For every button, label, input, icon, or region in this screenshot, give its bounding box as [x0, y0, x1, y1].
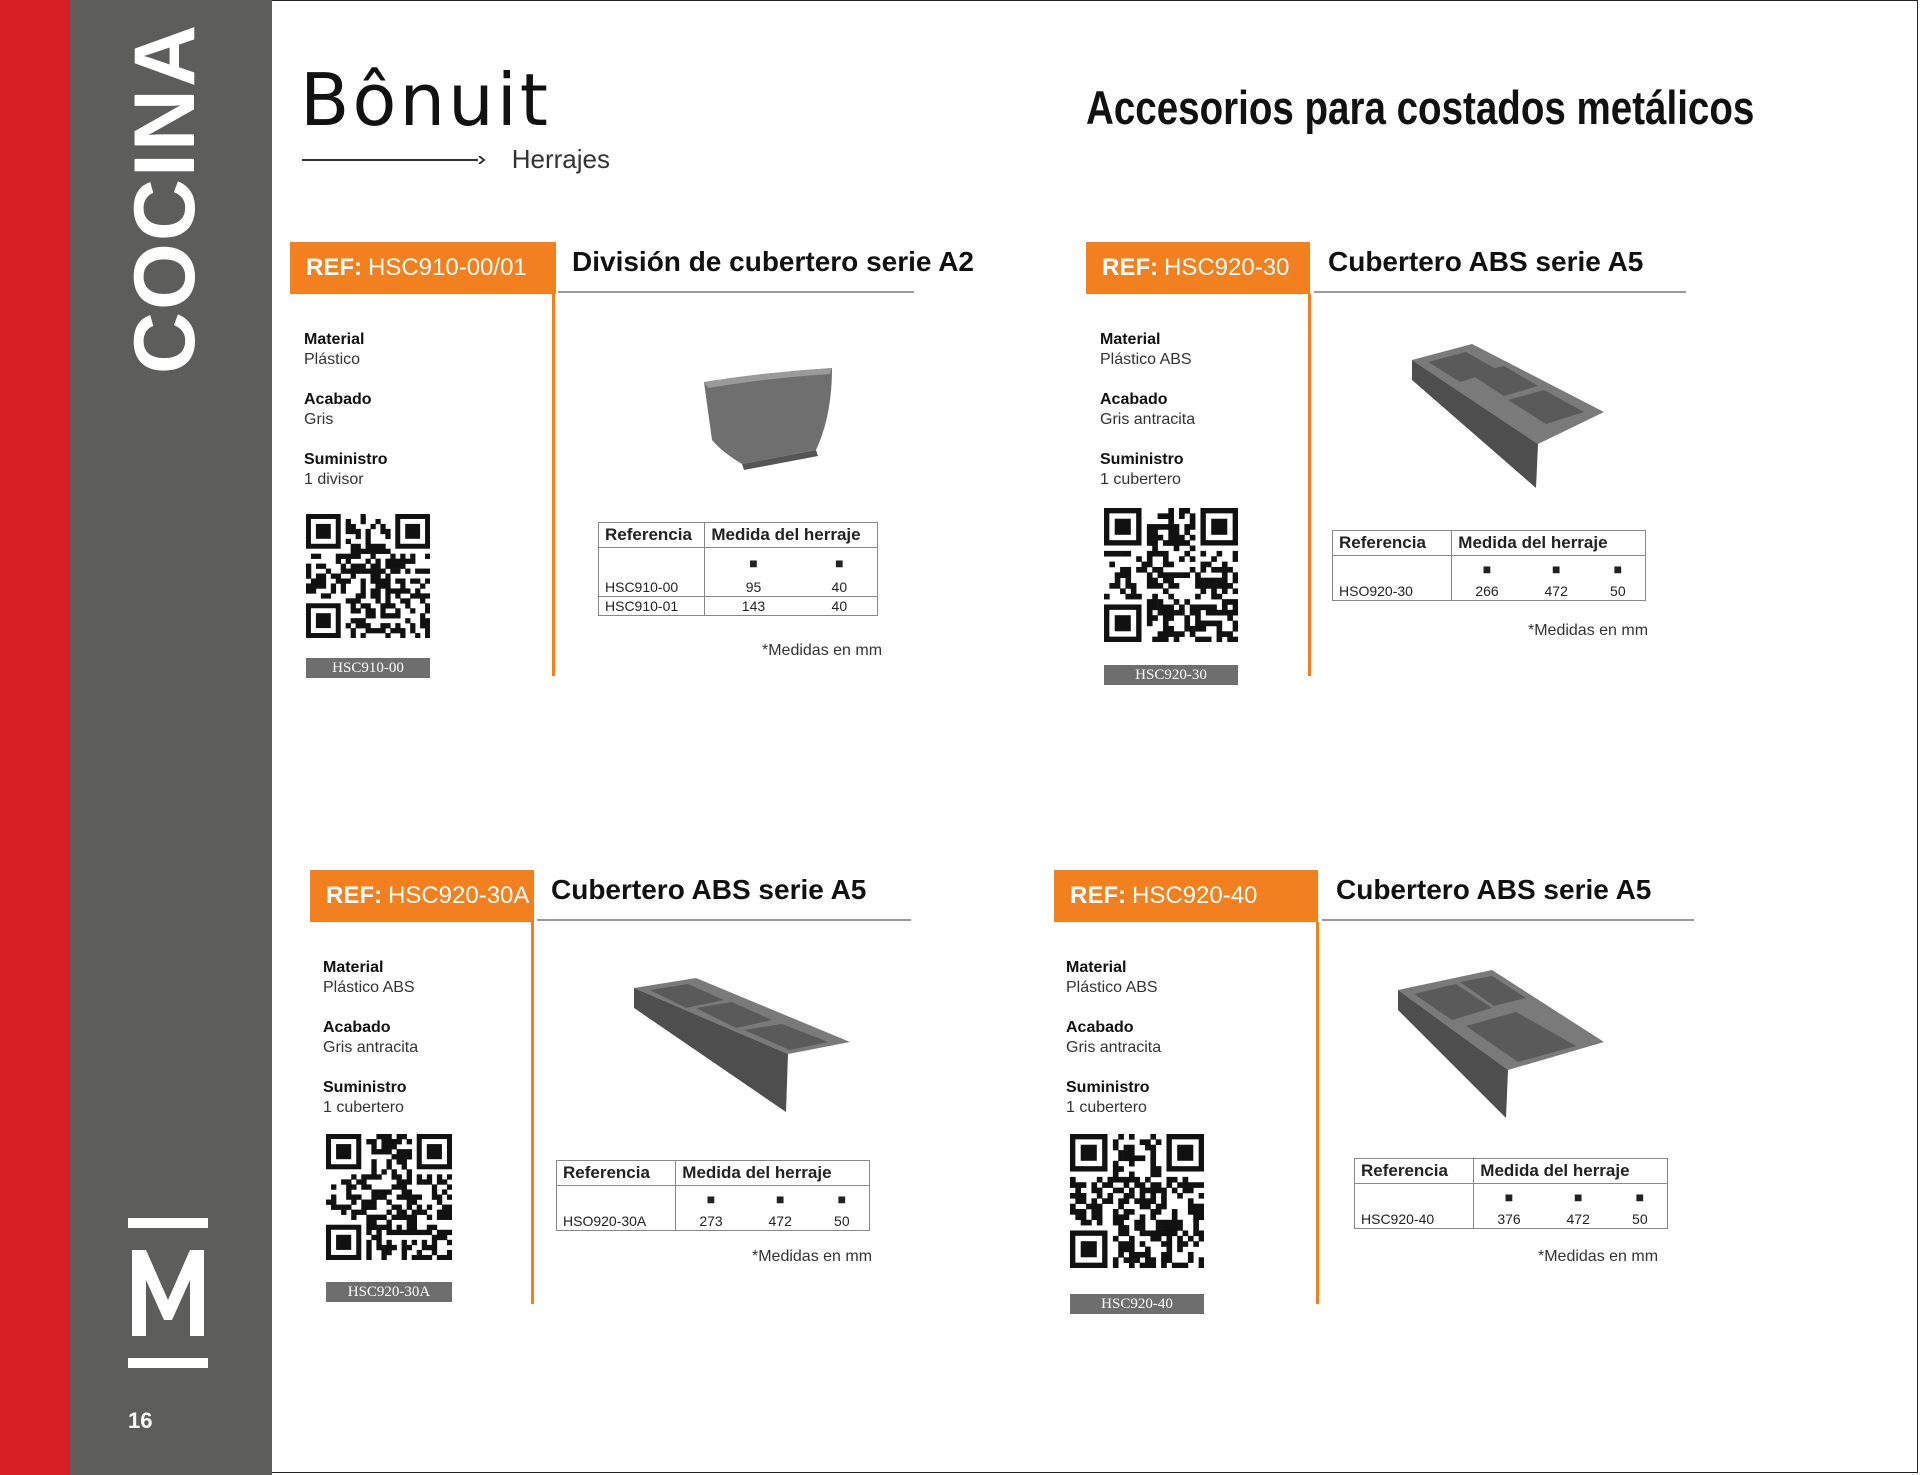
spec-label: Suministro [1100, 451, 1184, 468]
spec-label: Acabado [1066, 1019, 1134, 1036]
ref-value: HSC920-30 [1164, 254, 1290, 281]
table-cell: 95 [745, 578, 762, 595]
spec-label: Material [1066, 959, 1127, 976]
qr-code[interactable] [1104, 508, 1238, 642]
page-number: 16 [128, 1408, 153, 1433]
ref-badge [310, 870, 534, 922]
table-cell: HSO920-30 [1333, 582, 1452, 601]
m-logo-icon [128, 1218, 208, 1368]
product-title: División de cubertero serie A2 [572, 246, 974, 277]
cube-icon: ■ [1573, 1188, 1583, 1205]
ref-badge [1086, 242, 1310, 294]
spec-list [304, 330, 388, 510]
table-cell: 50 [834, 1212, 850, 1229]
qr-code[interactable] [1070, 1134, 1204, 1268]
table-header: Referencia [1333, 531, 1452, 556]
qr-caption: HSC920-30 [1104, 665, 1238, 685]
ref-value: HSC920-30A [388, 882, 530, 909]
spec-value: Gris antracita [1066, 1039, 1162, 1056]
spec-label: Acabado [323, 1019, 391, 1036]
spec-list [323, 958, 418, 1138]
spec-value: Plástico ABS [1100, 351, 1192, 368]
spec-value: 1 cubertero [323, 1099, 404, 1116]
spec-value: Plástico [304, 351, 361, 368]
title-rule [558, 291, 914, 293]
spec-label: Suministro [1066, 1079, 1150, 1096]
cube-icon: ■ [1635, 1188, 1645, 1205]
brand-name: Bônuit [300, 58, 551, 142]
qr-code[interactable] [306, 514, 430, 638]
spec-value: Plástico ABS [323, 979, 415, 996]
measure-note: *Medidas en mm [1538, 1248, 1659, 1265]
ref-label: REF: [1070, 882, 1126, 909]
orange-divider [552, 294, 555, 676]
cube-icon: ■ [749, 554, 758, 571]
table-cell: HSC910-00 [599, 578, 705, 597]
qr-code[interactable] [326, 1134, 452, 1260]
table-cell: HSC920-40 [1355, 1210, 1474, 1229]
cube-icon: ■ [837, 1190, 847, 1207]
page-title: Accesorios para costados metálicos [1086, 81, 1755, 134]
qr-caption: HSC910-00 [306, 658, 430, 678]
spec-value: 1 divisor [304, 471, 364, 488]
title-rule [1322, 919, 1694, 921]
spec-label: Material [323, 959, 384, 976]
cube-icon: ■ [1504, 1188, 1514, 1205]
table-header: Referencia [557, 1161, 676, 1186]
red-side-strip [0, 0, 70, 1475]
ref-label: REF: [1102, 254, 1158, 281]
measure-note: *Medidas en mm [752, 1248, 873, 1265]
cube-icon: ■ [775, 1190, 785, 1207]
measure-note: *Medidas en mm [1528, 622, 1649, 639]
title-rule [1314, 291, 1686, 293]
measure-note: *Medidas en mm [762, 642, 883, 659]
table-header: Referencia [1355, 1159, 1474, 1184]
spec-value: Gris antracita [1100, 411, 1196, 428]
dimension-table [598, 522, 878, 616]
ref-label: REF: [326, 882, 382, 909]
table-cell: 40 [831, 578, 848, 595]
product-title: Cubertero ABS serie A5 [551, 874, 867, 905]
ref-badge [1054, 870, 1318, 922]
product-title: Cubertero ABS serie A5 [1328, 246, 1644, 277]
spec-label: Material [304, 331, 365, 348]
table-cell: 472 [1566, 1210, 1590, 1227]
brand-arrow-icon [302, 156, 487, 164]
cube-icon: ■ [1613, 560, 1623, 577]
table-header: Medida del herraje [1452, 531, 1646, 556]
spec-value: Plástico ABS [1066, 979, 1158, 996]
cutlery-tray-icon [1396, 970, 1606, 1120]
cutlery-tray-icon [1408, 340, 1608, 490]
ref-value: HSC920-40 [1132, 882, 1258, 909]
qr-caption: HSC920-40 [1070, 1294, 1204, 1314]
table-cell: 472 [1544, 582, 1568, 599]
qr-caption: HSC920-30A [326, 1282, 452, 1302]
dimension-table [1332, 530, 1646, 601]
table-header: Medida del herraje [1474, 1159, 1668, 1184]
cube-icon: ■ [835, 554, 844, 571]
spec-value: Gris [304, 411, 334, 428]
table-cell: 472 [768, 1212, 792, 1229]
section-title-text: COCINA [117, 22, 214, 374]
cube-icon: ■ [1482, 560, 1492, 577]
table-header: Referencia [599, 523, 705, 548]
cutlery-tray-icon [632, 978, 852, 1114]
spec-label: Suministro [323, 1079, 407, 1096]
cube-icon: ■ [706, 1190, 716, 1207]
table-header: Medida del herraje [676, 1161, 870, 1186]
spec-label: Acabado [1100, 391, 1168, 408]
spec-list [1066, 958, 1161, 1138]
brand-logo [300, 58, 620, 174]
ref-label: REF: [306, 254, 362, 281]
orange-divider [1316, 922, 1319, 1304]
table-cell: 273 [699, 1212, 723, 1229]
table-cell: 143 [741, 597, 766, 614]
table-cell: HSO920-30A [557, 1212, 676, 1231]
section-title [96, 22, 236, 374]
spec-value: Gris antracita [323, 1039, 419, 1056]
spec-value: 1 cubertero [1066, 1099, 1147, 1116]
ref-badge [290, 242, 556, 294]
spec-label: Suministro [304, 451, 388, 468]
table-cell: 266 [1475, 582, 1499, 599]
table-cell: 50 [1632, 1210, 1648, 1227]
spec-value: 1 cubertero [1100, 471, 1181, 488]
brand-sub [300, 144, 610, 174]
spec-label: Material [1100, 331, 1161, 348]
dimension-table [556, 1160, 870, 1231]
title-rule [537, 919, 911, 921]
spec-label: Acabado [304, 391, 372, 408]
divider-product-image [698, 360, 838, 470]
table-header: Medida del herraje [705, 523, 878, 548]
table-cell: HSC910-01 [599, 596, 705, 615]
product-title: Cubertero ABS serie A5 [1336, 874, 1652, 905]
brand-sub-text: Herrajes [511, 144, 610, 174]
spec-list [1100, 330, 1195, 510]
dimension-table [1354, 1158, 1668, 1229]
table-cell: 50 [1610, 582, 1626, 599]
orange-divider [531, 922, 534, 1304]
cube-icon: ■ [1551, 560, 1561, 577]
table-cell: 40 [831, 597, 848, 614]
orange-divider [1308, 294, 1311, 676]
ref-value: HSC910-00/01 [368, 254, 527, 281]
table-cell: 376 [1497, 1210, 1521, 1227]
